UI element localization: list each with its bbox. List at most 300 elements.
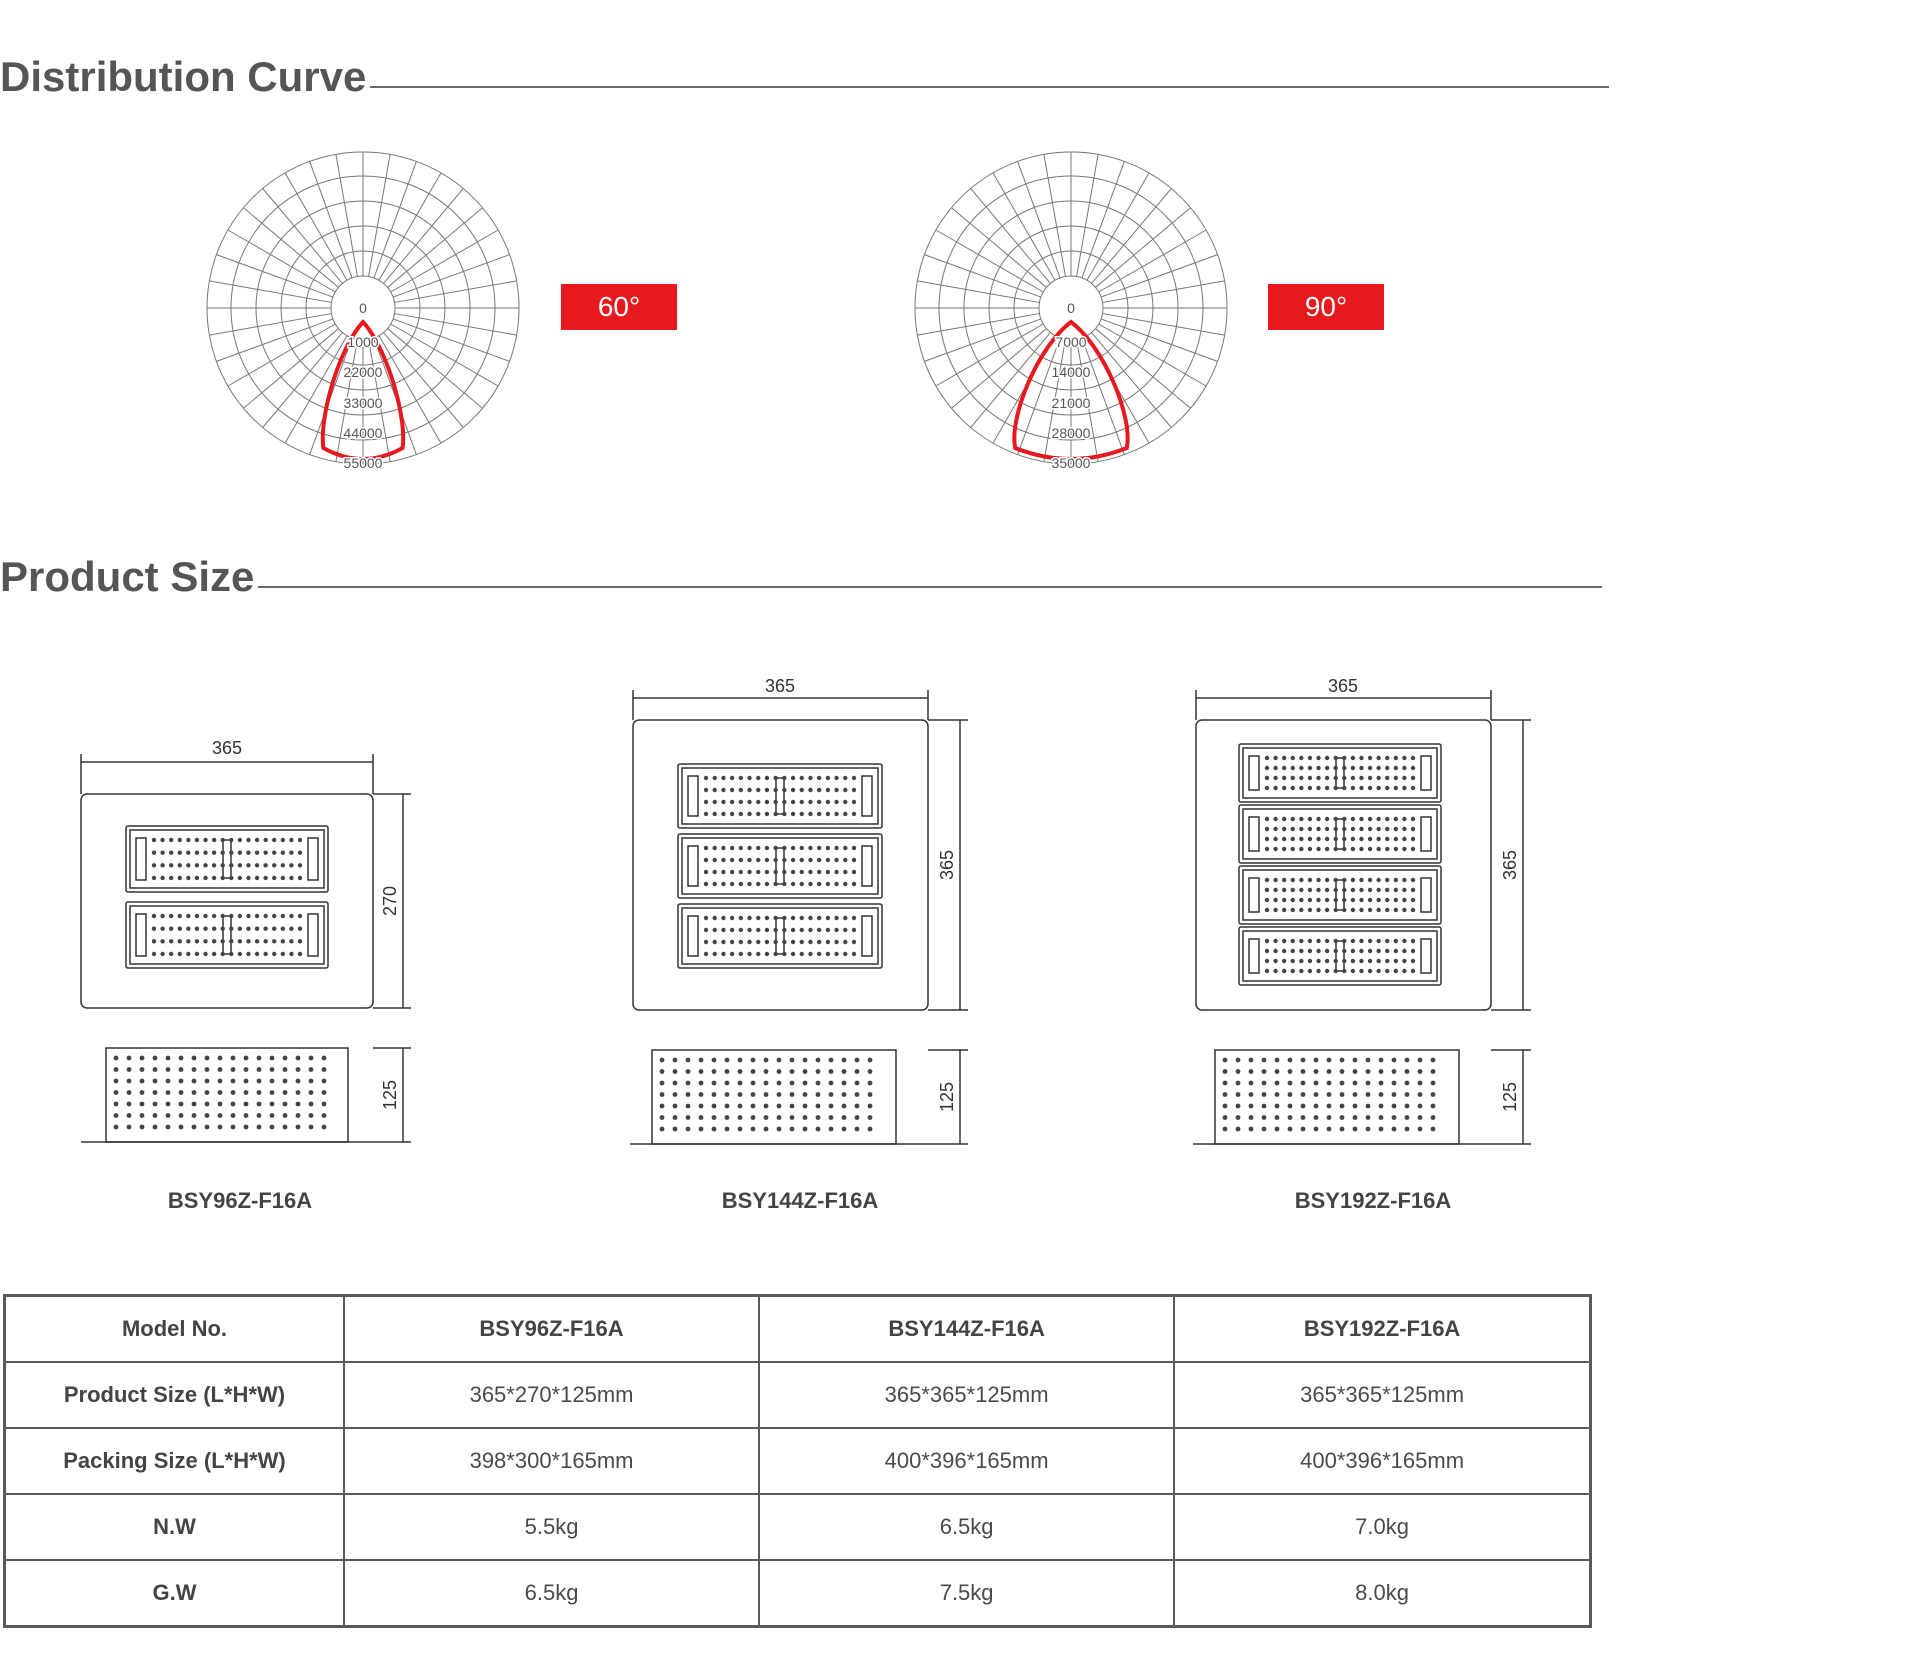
led-dot bbox=[203, 838, 207, 842]
vent-dot bbox=[309, 1102, 314, 1107]
vent-dot bbox=[790, 1115, 795, 1120]
vent-dot bbox=[1353, 1115, 1358, 1120]
vent-dot bbox=[842, 1092, 847, 1097]
beam-angle-badge-90: 90° bbox=[1268, 284, 1384, 330]
led-dot bbox=[843, 858, 847, 862]
led-dot bbox=[1411, 837, 1415, 841]
led-dot bbox=[203, 952, 207, 956]
led-dot bbox=[1394, 847, 1398, 851]
led-dot bbox=[1342, 776, 1346, 780]
ring-label: 35000 bbox=[1051, 455, 1091, 468]
led-dot bbox=[1402, 908, 1406, 912]
led-dot bbox=[1334, 776, 1338, 780]
led-dot bbox=[1411, 847, 1415, 851]
led-dot bbox=[1291, 898, 1295, 902]
led-dot bbox=[1265, 949, 1269, 953]
led-module bbox=[678, 904, 882, 968]
led-dot bbox=[1316, 898, 1320, 902]
led-dot bbox=[1273, 949, 1277, 953]
led-dot bbox=[1351, 898, 1355, 902]
led-dot bbox=[246, 838, 250, 842]
led-dot bbox=[852, 870, 856, 874]
led-dot bbox=[1265, 888, 1269, 892]
led-dot bbox=[747, 952, 751, 956]
vent-dot bbox=[699, 1104, 704, 1109]
vent-dot bbox=[1353, 1127, 1358, 1132]
led-dot bbox=[203, 850, 207, 854]
led-dot bbox=[1299, 817, 1303, 821]
led-dot bbox=[1282, 888, 1286, 892]
led-dot bbox=[1308, 756, 1312, 760]
led-dot bbox=[765, 846, 769, 850]
vent-dot bbox=[322, 1125, 327, 1130]
led-dot bbox=[817, 858, 821, 862]
led-dot bbox=[808, 788, 812, 792]
led-dot bbox=[1342, 878, 1346, 882]
led-dot bbox=[160, 926, 164, 930]
led-dot bbox=[773, 812, 777, 816]
vent-dot bbox=[1262, 1092, 1267, 1097]
led-dot bbox=[852, 882, 856, 886]
led-dot bbox=[298, 838, 302, 842]
led-dot bbox=[1385, 817, 1389, 821]
led-dot bbox=[1368, 878, 1372, 882]
led-dot bbox=[730, 788, 734, 792]
led-dot bbox=[1385, 766, 1389, 770]
led-module-inner bbox=[1243, 931, 1437, 981]
vent-dot bbox=[1249, 1127, 1254, 1132]
vent-dot bbox=[712, 1069, 717, 1074]
led-dot bbox=[765, 870, 769, 874]
vent-dot bbox=[205, 1090, 210, 1095]
vent-dot bbox=[1275, 1092, 1280, 1097]
led-dot bbox=[765, 952, 769, 956]
vent-dot bbox=[764, 1092, 769, 1097]
vent-dot bbox=[283, 1056, 288, 1061]
vent-dot bbox=[686, 1058, 691, 1063]
vent-dot bbox=[1405, 1115, 1410, 1120]
led-dot bbox=[246, 850, 250, 854]
vent-dot bbox=[127, 1067, 132, 1072]
led-dot bbox=[221, 939, 225, 943]
polar-spoke bbox=[369, 154, 391, 276]
led-dot bbox=[1351, 786, 1355, 790]
led-dot bbox=[730, 776, 734, 780]
led-dot bbox=[1342, 837, 1346, 841]
model-caption-bsy192z: BSY192Z-F16A bbox=[1294, 1188, 1452, 1213]
led-dot bbox=[1325, 959, 1329, 963]
led-dot bbox=[1316, 847, 1320, 851]
led-dot bbox=[747, 812, 751, 816]
led-dot bbox=[782, 800, 786, 804]
led-dot bbox=[1402, 888, 1406, 892]
led-dot bbox=[730, 882, 734, 886]
vent-dot bbox=[751, 1058, 756, 1063]
led-dot bbox=[1265, 756, 1269, 760]
vent-dot bbox=[322, 1079, 327, 1084]
vent-dot bbox=[1275, 1081, 1280, 1086]
led-dot bbox=[178, 850, 182, 854]
led-dot bbox=[272, 863, 276, 867]
led-dot bbox=[1342, 949, 1346, 953]
led-dot bbox=[817, 788, 821, 792]
led-dot bbox=[1308, 837, 1312, 841]
vent-dot bbox=[231, 1113, 236, 1118]
led-dot bbox=[730, 916, 734, 920]
led-module bbox=[126, 826, 328, 892]
led-dot bbox=[791, 928, 795, 932]
led-dot bbox=[1376, 827, 1380, 831]
led-dot bbox=[730, 846, 734, 850]
depth-dimension-label: 125 bbox=[937, 1081, 957, 1113]
distribution-curve-title: Distribution Curve bbox=[0, 53, 367, 100]
vent-dot bbox=[1366, 1069, 1371, 1074]
led-dot bbox=[1325, 776, 1329, 780]
led-dot bbox=[186, 914, 190, 918]
led-dot bbox=[1376, 888, 1380, 892]
led-dot bbox=[791, 788, 795, 792]
led-dot bbox=[152, 926, 156, 930]
vent-dot bbox=[1288, 1081, 1293, 1086]
led-dot bbox=[1316, 959, 1320, 963]
led-dot bbox=[1273, 969, 1277, 973]
vent-dot bbox=[1288, 1127, 1293, 1132]
led-dot bbox=[255, 914, 259, 918]
vent-dot bbox=[205, 1125, 210, 1130]
vent-dot bbox=[1379, 1115, 1384, 1120]
vent-dot bbox=[114, 1102, 119, 1107]
vent-dot bbox=[296, 1056, 301, 1061]
led-dot bbox=[704, 788, 708, 792]
led-dot bbox=[221, 926, 225, 930]
vent-dot bbox=[803, 1115, 808, 1120]
led-dot bbox=[229, 876, 233, 880]
vent-dot bbox=[179, 1090, 184, 1095]
led-dot bbox=[1291, 817, 1295, 821]
vent-dot bbox=[738, 1081, 743, 1086]
led-dot bbox=[272, 850, 276, 854]
polar-spoke bbox=[1103, 281, 1225, 303]
led-dot bbox=[1351, 837, 1355, 841]
led-dot bbox=[843, 916, 847, 920]
led-dot bbox=[1273, 959, 1277, 963]
header-cell: BSY96Z-F16A bbox=[344, 1296, 759, 1363]
led-dot bbox=[834, 800, 838, 804]
led-dot bbox=[773, 788, 777, 792]
led-dot bbox=[289, 850, 293, 854]
led-dot bbox=[1351, 969, 1355, 973]
led-dot bbox=[843, 940, 847, 944]
led-dot bbox=[756, 812, 760, 816]
led-dot bbox=[1351, 949, 1355, 953]
vent-dot bbox=[1314, 1058, 1319, 1063]
vent-dot bbox=[1431, 1058, 1436, 1063]
vent-dot bbox=[166, 1090, 171, 1095]
table-cell: 7.0kg bbox=[1174, 1494, 1590, 1560]
vent-dot bbox=[1418, 1127, 1423, 1132]
led-dot bbox=[852, 800, 856, 804]
led-dot bbox=[1282, 939, 1286, 943]
led-module-inner bbox=[682, 908, 878, 964]
led-dot bbox=[739, 858, 743, 862]
led-dot bbox=[203, 926, 207, 930]
led-modules bbox=[1239, 744, 1441, 985]
vent-dot bbox=[751, 1115, 756, 1120]
led-dot bbox=[1359, 969, 1363, 973]
module-end-cap bbox=[136, 914, 146, 956]
vent-dot bbox=[322, 1102, 327, 1107]
led-dot bbox=[782, 846, 786, 850]
led-dot bbox=[1299, 847, 1303, 851]
led-dot bbox=[782, 928, 786, 932]
vent-dot bbox=[686, 1081, 691, 1086]
vent-dot bbox=[1236, 1127, 1241, 1132]
led-dot bbox=[1394, 776, 1398, 780]
vent-dot bbox=[712, 1058, 717, 1063]
led-dot bbox=[178, 939, 182, 943]
vent-dot bbox=[140, 1113, 145, 1118]
led-dot bbox=[281, 914, 285, 918]
vent-dot bbox=[218, 1067, 223, 1072]
led-modules bbox=[126, 826, 328, 968]
led-dot bbox=[263, 838, 267, 842]
module-end-cap bbox=[1249, 817, 1259, 851]
polar-spoke bbox=[395, 314, 517, 336]
table-cell: 400*396*165mm bbox=[1174, 1428, 1590, 1494]
led-dot bbox=[1376, 786, 1380, 790]
led-dot bbox=[178, 863, 182, 867]
led-dot bbox=[1368, 969, 1372, 973]
led-dot bbox=[1351, 827, 1355, 831]
led-dot bbox=[1325, 969, 1329, 973]
vent-dot bbox=[1366, 1081, 1371, 1086]
led-dot bbox=[195, 850, 199, 854]
vent-dot bbox=[127, 1102, 132, 1107]
led-dot bbox=[281, 838, 285, 842]
led-dot bbox=[800, 882, 804, 886]
vent-dot bbox=[140, 1125, 145, 1130]
vent-dot bbox=[1327, 1081, 1332, 1086]
led-dot bbox=[826, 928, 830, 932]
led-dot bbox=[808, 952, 812, 956]
led-dot bbox=[826, 858, 830, 862]
led-dot bbox=[195, 926, 199, 930]
ring-label: 7000 bbox=[1055, 334, 1087, 350]
vent-dot bbox=[1236, 1092, 1241, 1097]
vent-dot bbox=[153, 1090, 158, 1095]
led-dot bbox=[817, 928, 821, 932]
led-dot bbox=[782, 940, 786, 944]
vent-dot bbox=[1418, 1115, 1423, 1120]
vent-dot bbox=[1223, 1081, 1228, 1086]
vent-dot bbox=[725, 1069, 730, 1074]
polar-spoke bbox=[1077, 154, 1099, 276]
vent-dot bbox=[738, 1127, 743, 1132]
led-dot bbox=[834, 916, 838, 920]
led-dot bbox=[298, 863, 302, 867]
vent-dot bbox=[738, 1058, 743, 1063]
led-dot bbox=[826, 776, 830, 780]
vent-dot bbox=[1353, 1058, 1358, 1063]
led-dot bbox=[1273, 766, 1277, 770]
vent-dot bbox=[192, 1090, 197, 1095]
led-dot bbox=[178, 876, 182, 880]
vent-dot bbox=[1288, 1115, 1293, 1120]
vent-dot bbox=[829, 1081, 834, 1086]
led-dot bbox=[1282, 949, 1286, 953]
table-cell: 6.5kg bbox=[759, 1494, 1174, 1560]
vent-dot bbox=[1366, 1092, 1371, 1097]
vent-dot bbox=[114, 1113, 119, 1118]
vent-dot bbox=[231, 1056, 236, 1061]
vent-dot bbox=[1431, 1081, 1436, 1086]
vent-dot bbox=[1301, 1104, 1306, 1109]
vent-dot bbox=[1301, 1115, 1306, 1120]
led-dot bbox=[704, 870, 708, 874]
vent-dot bbox=[296, 1102, 301, 1107]
vent-dot bbox=[686, 1104, 691, 1109]
led-dot bbox=[186, 926, 190, 930]
polar-diagram-90 bbox=[911, 148, 1231, 468]
led-dot bbox=[1368, 766, 1372, 770]
module-center-bracket bbox=[776, 918, 784, 954]
led-dot bbox=[791, 812, 795, 816]
vent-dot bbox=[1379, 1104, 1384, 1109]
led-dot bbox=[791, 952, 795, 956]
led-dot bbox=[1385, 969, 1389, 973]
vent-dot bbox=[192, 1102, 197, 1107]
led-dot bbox=[800, 916, 804, 920]
table-cell: 6.5kg bbox=[344, 1560, 759, 1627]
header-cell: BSY192Z-F16A bbox=[1174, 1296, 1590, 1363]
led-dot bbox=[1325, 847, 1329, 851]
led-dot bbox=[289, 952, 293, 956]
vent-dot bbox=[738, 1104, 743, 1109]
led-dot bbox=[834, 928, 838, 932]
led-dot bbox=[1351, 776, 1355, 780]
vent-dot bbox=[244, 1067, 249, 1072]
led-dot bbox=[1325, 898, 1329, 902]
height-dimension-label: 365 bbox=[937, 849, 957, 881]
led-dot bbox=[826, 940, 830, 944]
depth-dimension-label: 125 bbox=[380, 1079, 400, 1111]
led-dot bbox=[782, 858, 786, 862]
led-dot bbox=[1359, 939, 1363, 943]
led-dot bbox=[195, 914, 199, 918]
led-dot bbox=[1411, 949, 1415, 953]
vent-dot bbox=[1236, 1069, 1241, 1074]
led-dot bbox=[852, 776, 856, 780]
led-dot bbox=[1402, 939, 1406, 943]
led-dot bbox=[1265, 959, 1269, 963]
module-center-bracket bbox=[223, 916, 231, 954]
led-dot bbox=[800, 846, 804, 850]
vent-dot bbox=[816, 1104, 821, 1109]
led-dot bbox=[152, 863, 156, 867]
led-dot bbox=[765, 928, 769, 932]
vent-dot bbox=[725, 1104, 730, 1109]
led-dot bbox=[272, 876, 276, 880]
led-dot bbox=[756, 940, 760, 944]
led-dot bbox=[834, 846, 838, 850]
led-dot bbox=[1265, 786, 1269, 790]
led-dot bbox=[1316, 939, 1320, 943]
led-dot bbox=[1308, 939, 1312, 943]
led-dot bbox=[186, 876, 190, 880]
led-dot bbox=[773, 882, 777, 886]
vent-dot bbox=[1223, 1058, 1228, 1063]
vent-dot bbox=[738, 1069, 743, 1074]
vent-dot bbox=[660, 1115, 665, 1120]
vent-dot bbox=[1275, 1115, 1280, 1120]
led-dot bbox=[713, 952, 717, 956]
vent-dot bbox=[127, 1125, 132, 1130]
led-dot bbox=[203, 939, 207, 943]
vent-dot bbox=[1249, 1081, 1254, 1086]
led-dot bbox=[221, 863, 225, 867]
led-dot bbox=[704, 928, 708, 932]
led-dot bbox=[1265, 766, 1269, 770]
vent-dot bbox=[1405, 1069, 1410, 1074]
led-dot bbox=[782, 916, 786, 920]
vent-dot bbox=[283, 1125, 288, 1130]
led-dot bbox=[843, 788, 847, 792]
led-dot bbox=[1282, 878, 1286, 882]
led-dot bbox=[1265, 827, 1269, 831]
led-dot bbox=[152, 952, 156, 956]
led-dot bbox=[238, 876, 242, 880]
vent-dot bbox=[660, 1127, 665, 1132]
led-dot bbox=[263, 876, 267, 880]
led-dot bbox=[1334, 888, 1338, 892]
vent-dot bbox=[1353, 1069, 1358, 1074]
led-dot bbox=[1299, 949, 1303, 953]
vent-dot bbox=[244, 1079, 249, 1084]
led-dot bbox=[1351, 766, 1355, 770]
vent-dot bbox=[712, 1092, 717, 1097]
vent-dot bbox=[270, 1056, 275, 1061]
table-cell: 365*365*125mm bbox=[1174, 1362, 1590, 1428]
vent-dot bbox=[777, 1092, 782, 1097]
led-module bbox=[678, 834, 882, 898]
vent-dot bbox=[218, 1102, 223, 1107]
led-dot bbox=[800, 858, 804, 862]
led-dot bbox=[1368, 898, 1372, 902]
led-dot bbox=[1282, 908, 1286, 912]
module-center-bracket bbox=[1336, 941, 1344, 971]
led-dot bbox=[808, 800, 812, 804]
led-dot bbox=[1308, 878, 1312, 882]
model-caption-bsy96z: BSY96Z-F16A bbox=[167, 1188, 313, 1213]
led-dot bbox=[1282, 827, 1286, 831]
led-dot bbox=[1376, 908, 1380, 912]
led-dot bbox=[713, 940, 717, 944]
led-dot bbox=[255, 850, 259, 854]
vent-dot bbox=[192, 1067, 197, 1072]
vent-dot bbox=[270, 1090, 275, 1095]
vent-dot bbox=[1314, 1127, 1319, 1132]
vent-dot bbox=[1405, 1127, 1410, 1132]
vent-dot bbox=[868, 1081, 873, 1086]
led-dot bbox=[1402, 837, 1406, 841]
vent-dot bbox=[777, 1081, 782, 1086]
led-dot bbox=[263, 952, 267, 956]
led-dot bbox=[1359, 959, 1363, 963]
led-dot bbox=[756, 776, 760, 780]
led-dot bbox=[1394, 898, 1398, 902]
led-dot bbox=[1265, 898, 1269, 902]
vent-dot bbox=[1418, 1058, 1423, 1063]
